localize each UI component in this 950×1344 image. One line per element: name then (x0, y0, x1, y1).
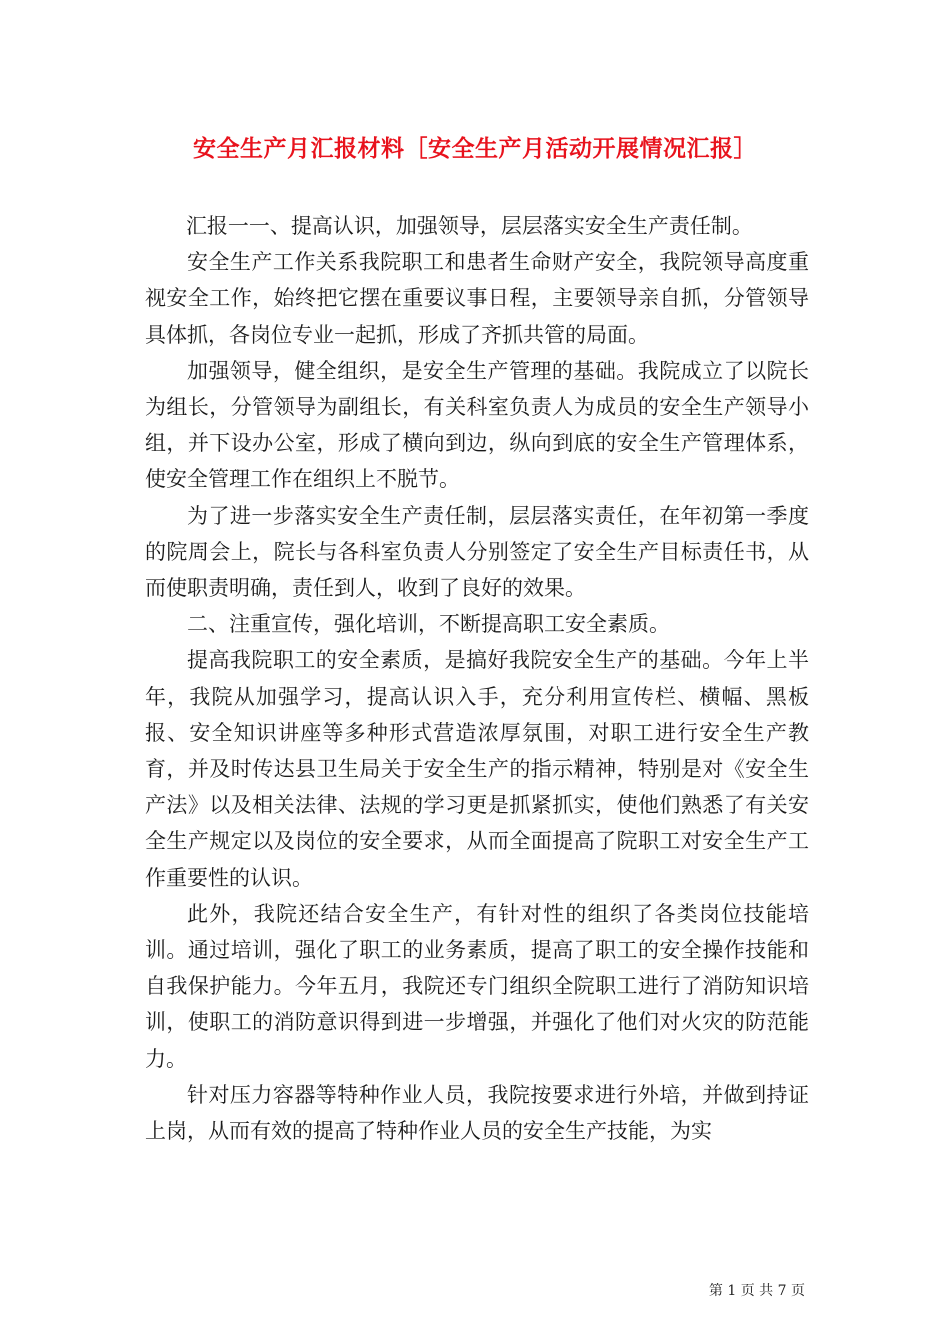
paragraph-7: 此外，我院还结合安全生产，有针对性的组织了各类岗位技能培训。通过培训，强化了职工的业务素质，提高了职工的安全操作技能和自我保护能力。今年五月，我院还专门组织全院职工进行了消防知识培训，使职工的消防意识得到进一步增强，并强化了他们对火灾的防范能力。 (145, 901, 809, 1071)
paragraph-8: 针对压力容器等特种作业人员，我院按要求进行外培，并做到持证上岗，从而有效的提高了特种作业人员的安全生产技能，为实 (145, 1082, 809, 1144)
document-body (145, 208, 809, 1149)
paragraph-6: 提高我院职工的安全素质，是搞好我院安全生产的基础。今年上半年，我院从加强学习，提高认识入手，充分利用宣传栏、横幅、黑板报、安全知识讲座等多种形式营造浓厚氛围，对职工进行安全生产教育，并及时传达县卫生局关于安全生产的指示精神，特别是对《安全生产法》以及相关法律、法规的学习更是抓紧抓实，使他们熟悉了有关安全生产规定以及岗位的安全要求，从而全面提高了院职工对安全生产工作重要性的认识。 (145, 648, 809, 890)
paragraph-2: 安全生产工作关系我院职工和患者生命财产安全，我院领导高度重视安全工作，始终把它摆在重要议事日程，主要领导亲自抓，分管领导具体抓，各岗位专业一起抓，形成了齐抓共管的局面。 (145, 250, 809, 347)
paragraph-1: 汇报一一、提高认识，加强领导，层层落实安全生产责任制。 (185, 214, 753, 238)
paragraph-5: 二、注重宣传，强化培训，不断提高职工安全素质。 (187, 612, 670, 637)
paragraph-4: 为了进一步落实安全生产责任制，层层落实责任，在年初第一季度的院周会上，院长与各科室负责人分别签定了安全生产目标责任书，从而使职责明确，责任到人，收到了良好的效果。 (145, 503, 809, 601)
document-title: 安全生产月汇报材料［安全生产月活动开展情况汇报］ (193, 135, 757, 162)
page-number: 第 1 页 共 7 页 (708, 1283, 805, 1299)
paragraph-3: 加强领导，健全组织，是安全生产管理的基础。我院成立了以院长为组长，分管领导为副组长，有关科室负责人为成员的安全生产领导小组，并下设办公室，形成了横向到边，纵向到底的安全生产管理体系，使安全管理工作在组织上不脱节。 (145, 358, 809, 492)
